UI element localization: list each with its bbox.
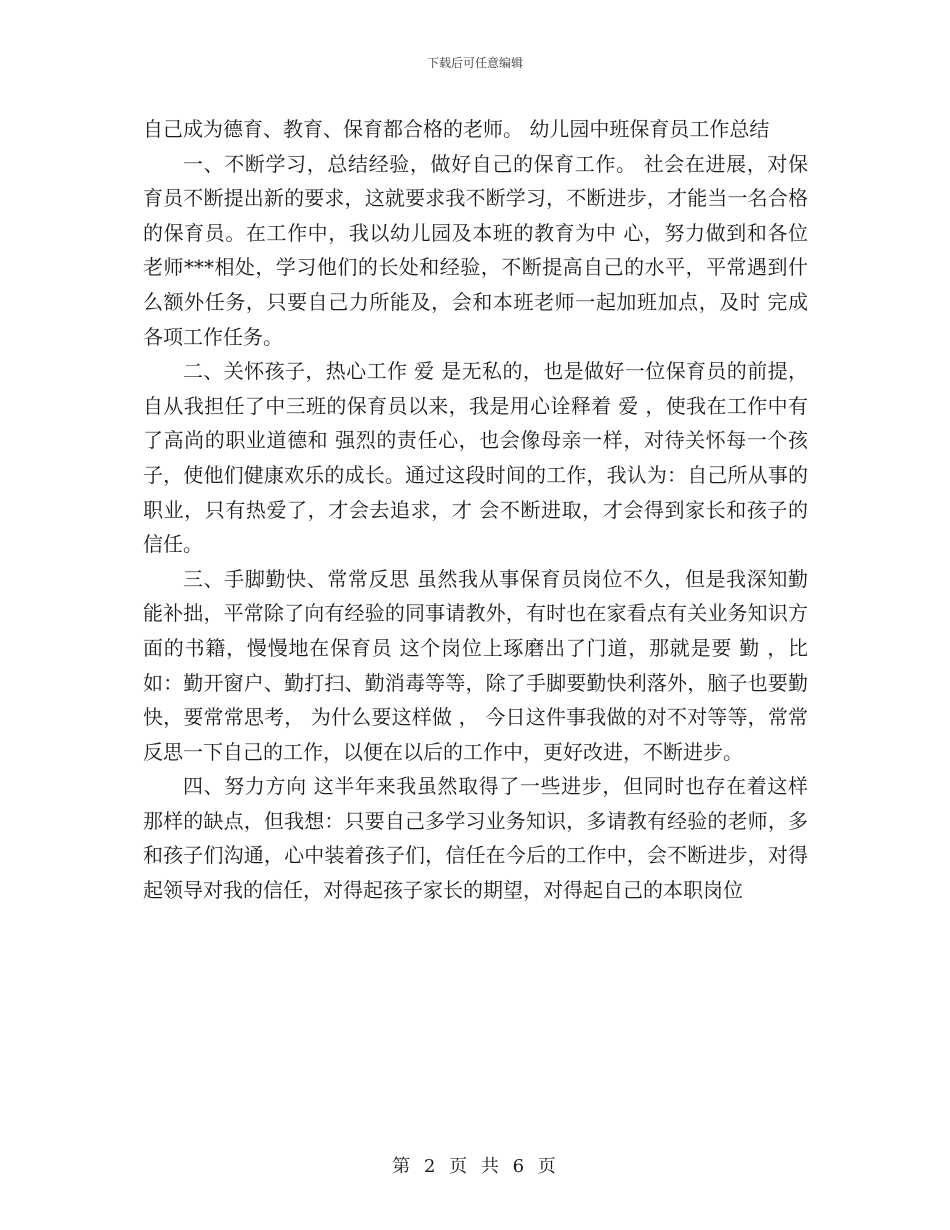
paragraph-section-4: 四、努力方向 这半年来我虽然取得了一些进步，但同时也存在着这样那样的缺点，但我想：只要自己多学习业务知识，多请教有经验的老师，多和孩子们沟通，心中装着孩子们，信任在今后的工作中，会不断进步，对得起领导对我的信任，对得起孩子家长的期望，对得起自己的本职岗位	[143, 774, 808, 903]
paragraph-intro: 自己成为德育、教育、保育都合格的老师。 幼儿园中班保育员工作总结	[143, 117, 770, 141]
page-current: 2	[423, 1156, 438, 1177]
document-body	[143, 112, 808, 908]
total-label: 共	[480, 1156, 501, 1177]
total-unit: 页	[537, 1156, 558, 1177]
page-header: 下载后可任意编辑	[426, 56, 523, 70]
paragraph-section-3: 三、手脚勤快、常常反思 虽然我从事保育员岗位不久，但是我深知勤能补拙，平常除了向有经验的同事请教外，有时也在家看点有关业务知识方面的书籍，慢慢地在保育员 这个岗位上琢磨出了门道，那就是要 勤 ，比如：勤开窗户、勤打扫、勤消毒等等，除了手脚要勤快利落外，脑子也要勤快，要常常思考， 为什么要这样做 ， 今日这件事我做的对不对等等，常常反思一下自己的工作，以便在以后的工作中，更好改进，不断进步。	[143, 566, 808, 764]
page-unit: 页	[449, 1156, 470, 1177]
page-label: 第	[392, 1156, 413, 1177]
paragraph-section-2: 二、关怀孩子，热心工作 爱 是无私的，也是做好一位保育员的前提，自从我担任了中三班的保育员以来，我是用心诠释着 爱 ，使我在工作中有了高尚的职业道德和 强烈的责任心，也会像母亲一样，对待关怀每一个孩子，使他们健康欢乐的成长。通过这段时间的工作，我认为：自己所从事的职业，只有热爱了，才会去追求，才 会不断进取，才会得到家长和孩子的信任。	[143, 359, 808, 557]
paragraph-section-1: 一、不断学习，总结经验，做好自己的保育工作。 社会在进展，对保育员不断提出新的要求，这就要求我不断学习，不断进步，才能当一名合格的保育员。在工作中，我以幼儿园及本班的教育为中 心，努力做到和各位老师***相处，学习他们的长处和经验，不断提高自己的水平，平常遇到什么额外任务，只要自己力所能及，会和本班老师一起加班加点，及时 完成各项工作任务。	[143, 151, 808, 349]
page-total: 6	[512, 1156, 527, 1177]
page-footer	[0, 1152, 950, 1178]
